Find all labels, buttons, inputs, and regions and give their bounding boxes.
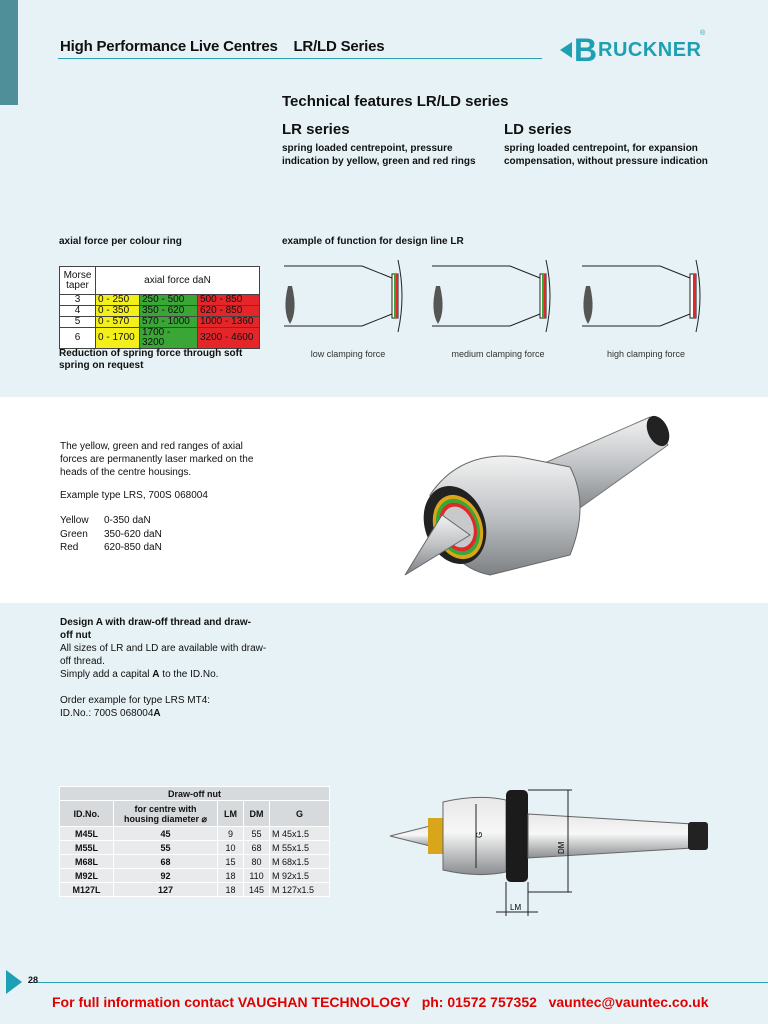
- nut-cell: M55L: [60, 841, 114, 855]
- nut-cell: 18: [218, 883, 244, 897]
- design-a-line1: All sizes of LR and LD are available with draw-off thread.: [60, 643, 267, 667]
- nut-cell: 18: [218, 869, 244, 883]
- force-cell: 0 - 250: [96, 295, 140, 306]
- lr-series-text: spring loaded centrepoint, pressure indication by yellow, green and red rings: [282, 143, 476, 167]
- force-col-axial: axial force daN: [96, 267, 260, 295]
- table-row: [60, 883, 330, 897]
- colour-range-row: [60, 542, 162, 553]
- force-table-note: Reduction of spring force through soft spring on request: [59, 348, 243, 371]
- force-row: [60, 295, 260, 306]
- diagram-high-clamping: [580, 256, 708, 336]
- colour-range-value: 350-620 daN: [104, 529, 162, 540]
- force-col-taper: Morse taper: [60, 267, 96, 295]
- nut-cell: M45L: [60, 827, 114, 841]
- table-row: [60, 841, 330, 855]
- nut-cell: 55: [244, 827, 270, 841]
- colour-range-value: 620-850 daN: [104, 542, 162, 553]
- force-cell: 1000 - 1360: [198, 317, 260, 328]
- nut-cell: M 92x1.5: [270, 869, 330, 883]
- logo-arrow-icon: [560, 42, 572, 58]
- dim-g-label: G: [475, 831, 484, 838]
- force-cell: 620 - 850: [198, 306, 260, 317]
- force-cell: 0 - 570: [96, 317, 140, 328]
- workpiece-notch-icon: [285, 286, 294, 324]
- force-table-heading: axial force per colour ring: [59, 236, 182, 247]
- axial-force-table: [59, 266, 260, 349]
- force-cell: 1700 - 3200: [140, 328, 198, 349]
- workpiece-notch-icon: [433, 286, 442, 324]
- nut-table-caption: Draw-off nut: [60, 787, 330, 801]
- nut-cell: M 68x1.5: [270, 855, 330, 869]
- colour-name: Green: [60, 529, 88, 540]
- design-a-heading: Design A with draw-off thread and draw-off nut: [60, 617, 251, 641]
- force-cell: 4: [60, 306, 96, 317]
- force-row: [60, 328, 260, 349]
- colour-range-row: [60, 515, 151, 526]
- force-cell: 6: [60, 328, 96, 349]
- nut-cell: 15: [218, 855, 244, 869]
- page-marker-icon: [6, 970, 22, 994]
- page-number: 28: [28, 975, 39, 985]
- text-span: to the ID.No.: [159, 669, 219, 680]
- workpiece-notch-icon: [583, 286, 592, 324]
- diagram-low-clamping: [282, 256, 410, 336]
- force-cell: 3: [60, 295, 96, 306]
- nut-cell: 127: [114, 883, 218, 897]
- title-rule: [58, 58, 542, 59]
- nut-col-dm: DM: [244, 801, 270, 827]
- colour-name: Red: [60, 542, 79, 553]
- logo-initial: B: [574, 32, 598, 68]
- logo-registered: ®: [700, 30, 706, 37]
- force-cell: 570 - 1000: [140, 317, 198, 328]
- nut-cell: 145: [244, 883, 270, 897]
- logo-text: RUCKNER: [598, 39, 702, 61]
- nut-col-lm: LM: [218, 801, 244, 827]
- design-a-line3: Order example for type LRS MT4:: [60, 695, 211, 706]
- text-span: Simply add a capital: [60, 669, 153, 680]
- bruckner-logo: [560, 30, 710, 70]
- table-row: [60, 827, 330, 841]
- features-heading: Technical features LR/LD series: [282, 93, 509, 110]
- design-a-line2: [60, 668, 270, 681]
- label-low-clamping: low clamping force: [310, 349, 386, 359]
- nut-col-id: ID.No.: [60, 801, 114, 827]
- force-cell: 500 - 850: [198, 295, 260, 306]
- nut-cell: 45: [114, 827, 218, 841]
- colour-example-heading: Example type LRS, 700S 068004: [60, 490, 208, 501]
- live-centre-photo: [400, 405, 680, 595]
- nut-cell: 9: [218, 827, 244, 841]
- design-a-line4: [60, 707, 270, 720]
- nut-cell: M 127x1.5: [270, 883, 330, 897]
- draw-off-nut-drawing: [388, 780, 718, 920]
- colour-range-value: 0-350 daN: [104, 515, 151, 526]
- force-cell: 250 - 500: [140, 295, 198, 306]
- nut-cell: 68: [114, 855, 218, 869]
- nut-col-g: G: [270, 801, 330, 827]
- page-title: High Performance Live Centres LR/LD Series: [60, 38, 385, 55]
- nut-cell: M127L: [60, 883, 114, 897]
- draw-off-nut-table: [59, 786, 330, 897]
- function-heading: example of function for design line LR: [282, 236, 464, 247]
- force-cell: 0 - 350: [96, 306, 140, 317]
- nut-cell: M68L: [60, 855, 114, 869]
- nut-cell: 92: [114, 869, 218, 883]
- nut-cell: M92L: [60, 869, 114, 883]
- dim-lm-label: LM: [510, 903, 522, 912]
- nut-cell: 10: [218, 841, 244, 855]
- force-cell: 350 - 620: [140, 306, 198, 317]
- dim-dm-label: DM: [557, 841, 566, 854]
- table-row: [60, 869, 330, 883]
- nut-cell: 68: [244, 841, 270, 855]
- label-high-clamping: high clamping force: [606, 349, 686, 359]
- nut-cell: 80: [244, 855, 270, 869]
- text-bold: A: [153, 708, 161, 719]
- contact-line: For full information contact VAUGHAN TECHNOLOGY ph: 01572 757352 vauntec@vauntec.co.uk: [52, 994, 709, 1010]
- colour-range-row: [60, 529, 162, 540]
- table-row: [60, 855, 330, 869]
- nut-col-housing: for centre with housing diameter ⌀: [114, 801, 218, 827]
- force-cell: 5: [60, 317, 96, 328]
- force-row: [60, 306, 260, 317]
- text-span: ID.No.: 700S 068004: [60, 708, 154, 719]
- nut-cell: M 55x1.5: [270, 841, 330, 855]
- nut-cell: M 45x1.5: [270, 827, 330, 841]
- force-cell: 0 - 1700: [96, 328, 140, 349]
- label-medium-clamping: medium clamping force: [451, 349, 545, 359]
- text-bold: A: [152, 669, 160, 680]
- lr-series-title: LR series: [282, 121, 350, 138]
- diagram-medium-clamping: [430, 256, 558, 336]
- force-row: [60, 317, 260, 328]
- ld-series-text: spring loaded centrepoint, for expansion compensation, without pressure indication: [504, 143, 708, 167]
- colour-name: Yellow: [60, 515, 89, 526]
- side-tab: [0, 0, 18, 105]
- design-a-text: [60, 642, 270, 720]
- colour-ranges-text: The yellow, green and red ranges of axial forces are permanently laser marked on the heads of the centre housings.: [60, 441, 254, 478]
- nut-cell: 110: [244, 869, 270, 883]
- ld-series-title: LD series: [504, 121, 572, 138]
- footer-rule: [28, 982, 768, 983]
- nut-cell: 55: [114, 841, 218, 855]
- force-cell: 3200 - 4600: [198, 328, 260, 349]
